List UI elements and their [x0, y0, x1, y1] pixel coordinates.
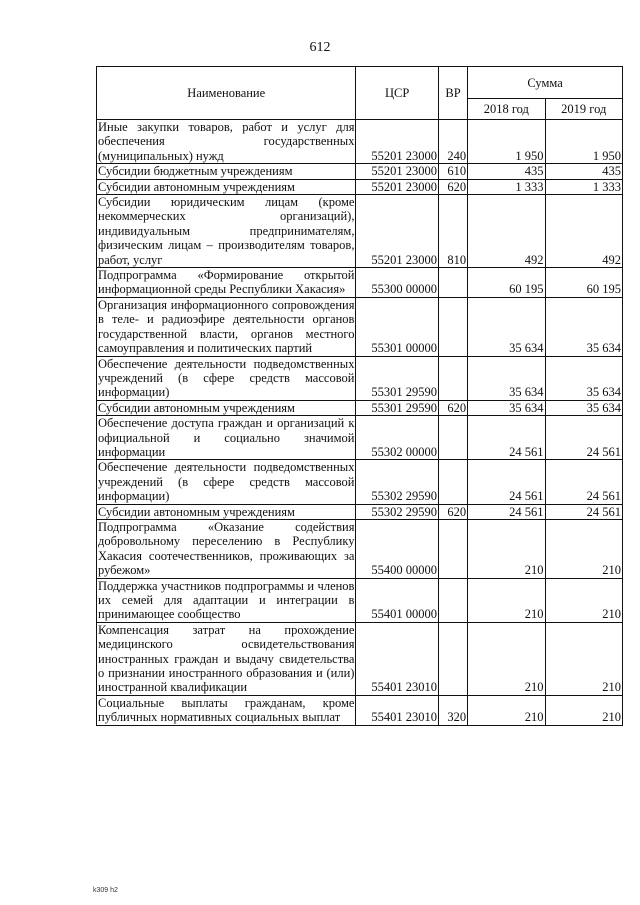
row-csr: 55201 23000 — [356, 164, 438, 179]
row-csr: 55301 00000 — [356, 297, 438, 356]
header-year-2018: 2018 год — [468, 99, 545, 120]
row-value-2018: 210 — [468, 695, 545, 725]
row-value-2019: 210 — [545, 695, 622, 725]
row-name: Поддержка участников подпрограммы и членов их семей для адаптации и интеграции в принимающее сообщество — [98, 578, 355, 622]
header-name: Наименование — [97, 67, 356, 120]
row-vr: 240 — [438, 120, 467, 164]
row-name: Компенсация затрат на прохождение медицинского освидетельствования иностранных граждан и выдачу свидетельства о признании иностранного образования и (или) иностранной квалификации — [98, 622, 355, 695]
row-value-2018: 24 561 — [468, 416, 545, 460]
row-value-2018: 24 561 — [468, 460, 545, 504]
row-value-2018: 1 950 — [468, 120, 545, 164]
page-number: 612 — [309, 40, 331, 55]
row-value-2018: 210 — [468, 622, 545, 695]
header-vr: ВР — [438, 67, 467, 120]
row-value-2018: 35 634 — [468, 297, 545, 356]
row-csr: 55201 23000 — [356, 120, 438, 164]
row-csr: 55201 23000 — [356, 179, 438, 194]
row-value-2018: 24 561 — [468, 504, 545, 519]
row-name: Субсидии автономным учреждениям — [97, 179, 356, 194]
row-csr: 55401 00000 — [356, 578, 438, 622]
row-csr: 55201 23000 — [356, 195, 438, 268]
row-vr — [438, 268, 467, 298]
row-name: Субсидии автономным учреждениям — [97, 504, 356, 519]
budget-table — [96, 66, 623, 726]
row-value-2018: 492 — [468, 195, 545, 268]
table-row — [97, 400, 623, 415]
row-value-2019: 24 561 — [545, 504, 622, 519]
row-vr — [438, 356, 467, 400]
row-vr: 810 — [438, 195, 467, 268]
row-value-2018: 210 — [468, 519, 545, 578]
row-value-2019: 35 634 — [545, 400, 622, 415]
table-row — [97, 578, 623, 622]
table-row — [97, 268, 623, 298]
row-csr: 55302 29590 — [356, 504, 438, 519]
row-name: Обеспечение деятельности подведомственных учреждений (в сфере средств массовой информации) — [98, 356, 355, 400]
row-value-2018: 35 634 — [468, 400, 545, 415]
row-name: Подпрограмма «Формирование открытой информационной среды Республики Хакасия» — [98, 268, 355, 297]
row-value-2019: 210 — [545, 578, 622, 622]
table-row — [97, 195, 623, 268]
row-name: Иные закупки товаров, работ и услуг для обеспечения государственных (муниципальных) нужд — [98, 120, 355, 163]
row-name: Организация информационного сопровождения в теле- и радиоэфире деятельности органов государственной власти, органов местного самоуправления и политических партий — [98, 297, 355, 356]
row-value-2019: 1 950 — [545, 120, 622, 164]
row-name: Субсидии бюджетным учреждениям — [97, 164, 356, 179]
row-name: Обеспечение доступа граждан и организаций к официальной и социально значимой информации — [98, 416, 355, 459]
row-name: Социальные выплаты гражданам, кроме публичных нормативных социальных выплат — [98, 695, 355, 725]
table-row — [97, 695, 623, 725]
row-csr: 55400 00000 — [356, 519, 438, 578]
row-value-2019: 24 561 — [545, 460, 622, 504]
row-vr: 620 — [438, 400, 467, 415]
row-vr: 320 — [438, 695, 467, 725]
row-value-2018: 60 195 — [468, 268, 545, 298]
header-sum: Сумма — [468, 67, 623, 99]
table-row — [97, 179, 623, 194]
table-row — [97, 460, 623, 504]
header-csr: ЦСР — [356, 67, 438, 120]
row-value-2019: 435 — [545, 164, 622, 179]
table-row — [97, 164, 623, 179]
row-value-2019: 24 561 — [545, 416, 622, 460]
row-value-2019: 210 — [545, 519, 622, 578]
row-csr: 55300 00000 — [356, 268, 438, 298]
row-value-2018: 210 — [468, 578, 545, 622]
row-vr — [438, 519, 467, 578]
table-row — [97, 356, 623, 400]
row-value-2019: 492 — [545, 195, 622, 268]
row-vr: 610 — [438, 164, 467, 179]
row-csr: 55302 00000 — [356, 416, 438, 460]
row-vr — [438, 578, 467, 622]
table-row — [97, 622, 623, 695]
row-vr: 620 — [438, 504, 467, 519]
row-csr: 55401 23010 — [356, 622, 438, 695]
row-value-2019: 210 — [545, 622, 622, 695]
table-row — [97, 504, 623, 519]
row-csr: 55401 23010 — [356, 695, 438, 725]
header-year-2019: 2019 год — [545, 99, 622, 120]
row-vr — [438, 297, 467, 356]
table-row — [97, 519, 623, 578]
row-vr: 620 — [438, 179, 467, 194]
row-name: Обеспечение деятельности подведомственных учреждений (в сфере средств массовой информации) — [98, 460, 355, 504]
row-value-2019: 35 634 — [545, 356, 622, 400]
row-name: Подпрограмма «Оказание содействия добровольному переселению в Республику Хакасия соотечественников, проживающих за рубежом» — [98, 519, 355, 578]
row-vr — [438, 460, 467, 504]
row-vr — [438, 416, 467, 460]
table-row — [97, 416, 623, 460]
row-value-2019: 60 195 — [545, 268, 622, 298]
row-name: Субсидии автономным учреждениям — [97, 400, 356, 415]
row-value-2018: 35 634 — [468, 356, 545, 400]
row-value-2019: 1 333 — [545, 179, 622, 194]
table-row — [97, 297, 623, 356]
row-value-2018: 435 — [468, 164, 545, 179]
row-value-2019: 35 634 — [545, 297, 622, 356]
row-name: Субсидии юридическим лицам (кроме некоммерческих организаций), индивидуальным предпринимателям, физическим лицам – производителям товаров, работ, услуг — [98, 195, 355, 267]
table-row — [97, 120, 623, 164]
footer-code: k309 h2 — [93, 887, 118, 894]
row-csr: 55301 29590 — [356, 400, 438, 415]
row-value-2018: 1 333 — [468, 179, 545, 194]
row-csr: 55301 29590 — [356, 356, 438, 400]
row-csr: 55302 29590 — [356, 460, 438, 504]
row-vr — [438, 622, 467, 695]
